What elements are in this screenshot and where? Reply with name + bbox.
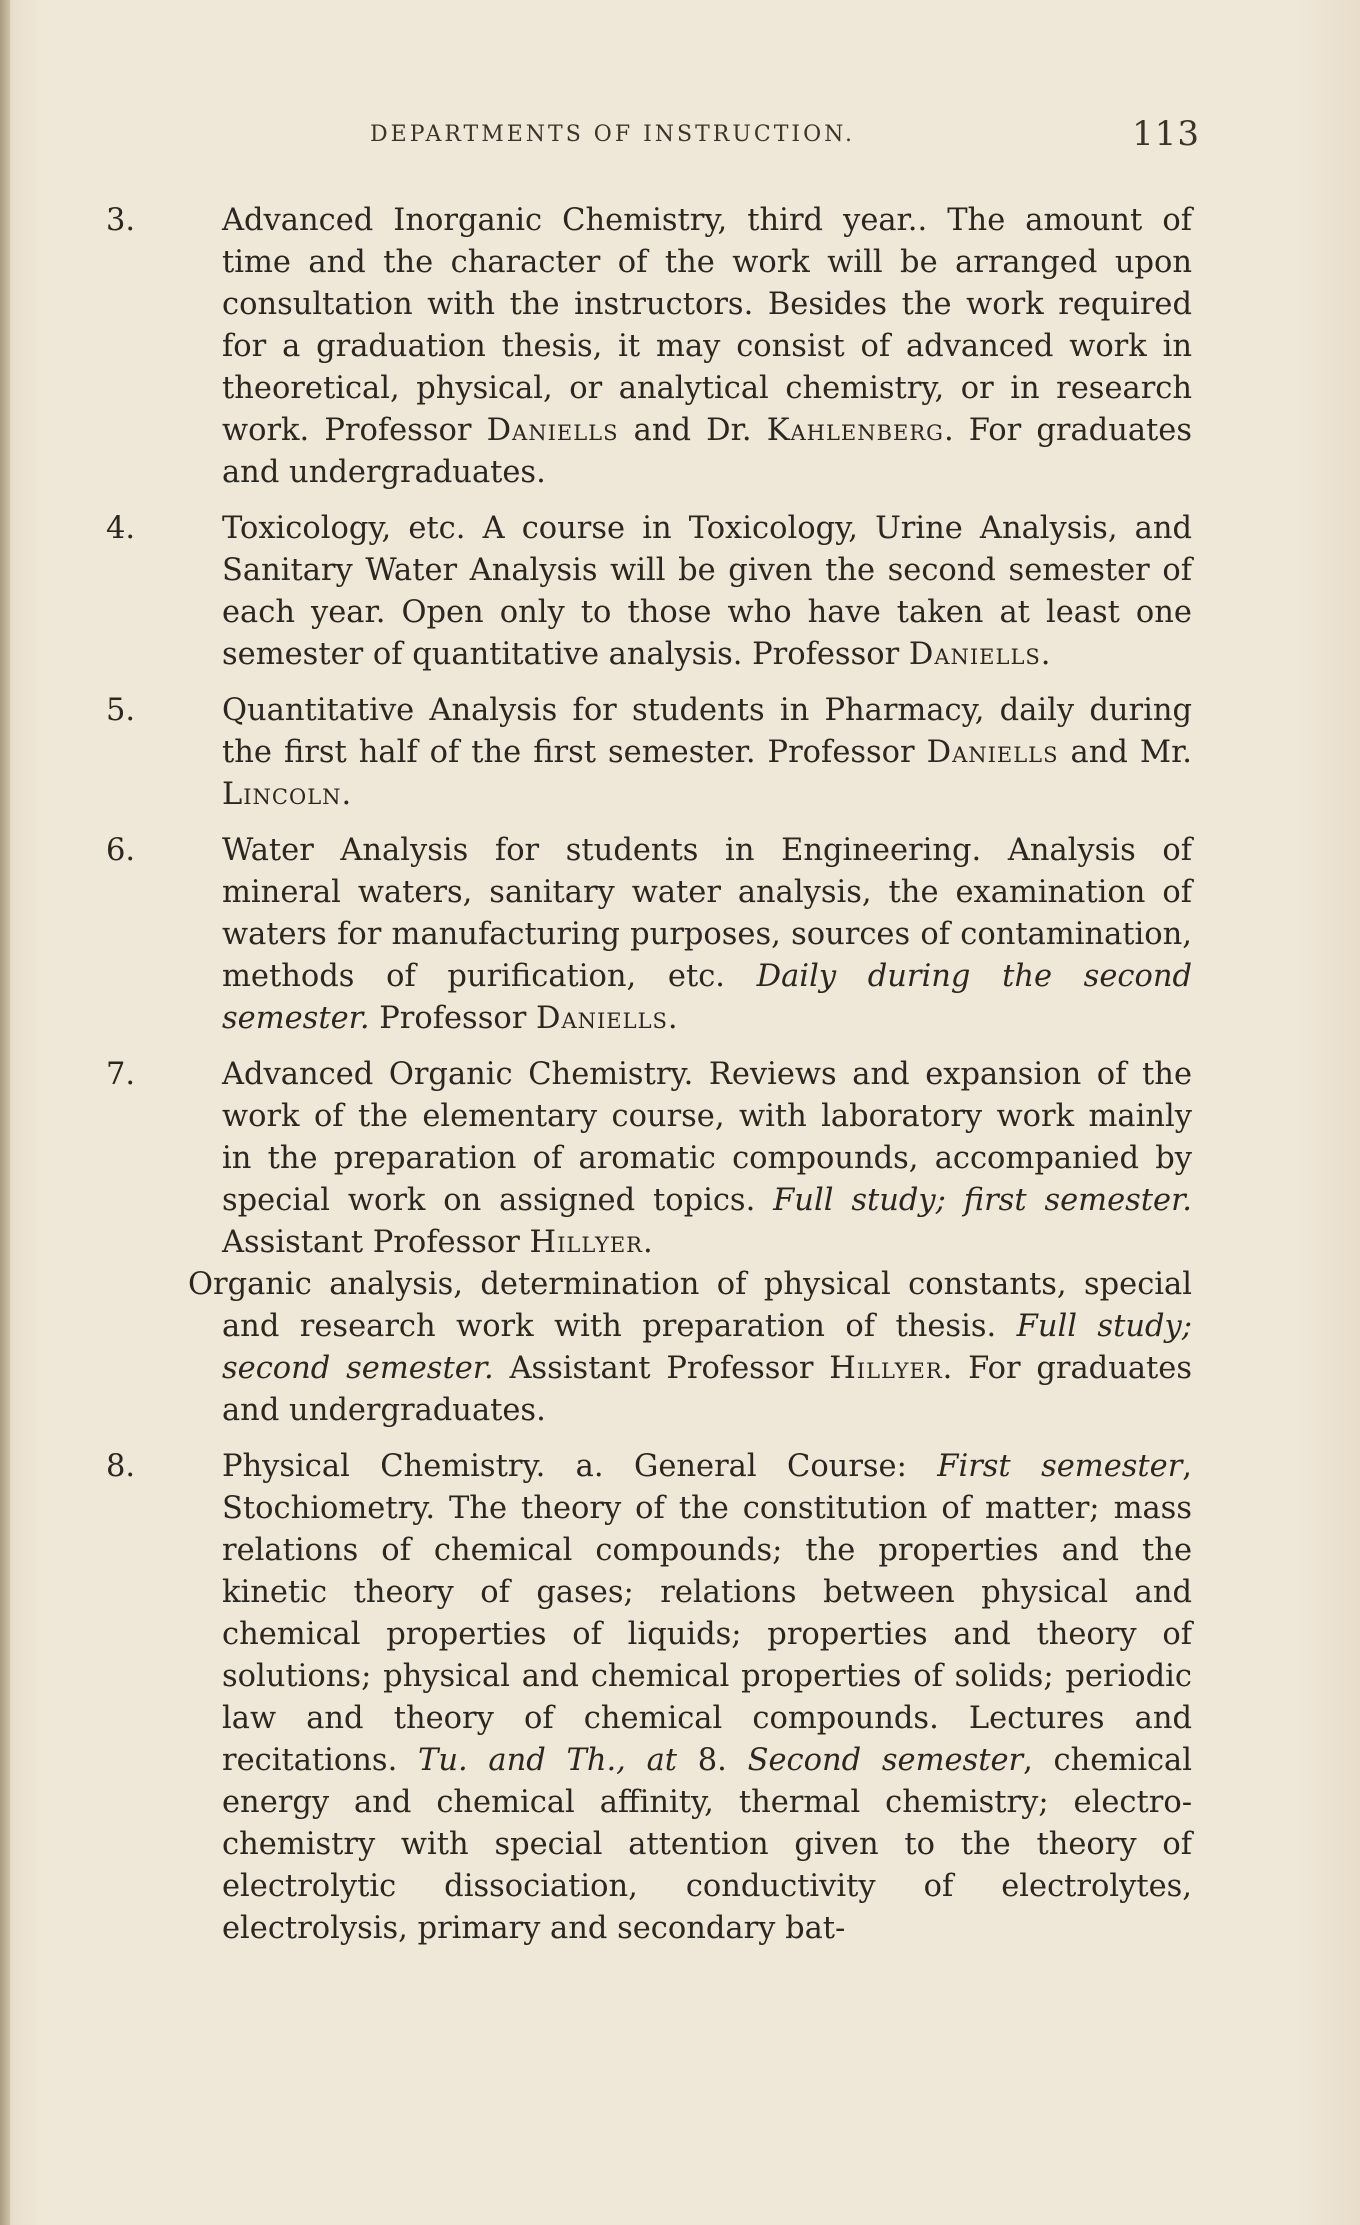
instructor-name: Daniells: [536, 1001, 668, 1036]
course-entry: [100, 200, 1192, 494]
running-title: DEPARTMENTS OF INSTRUCTION.: [370, 122, 855, 147]
text-run: Advanced Organic Chemistry. Reviews and expansion of the work of the elementary course, with laboratory work mainly in the preparation of aromatic compounds, accompanied by special work on assigned topics.: [222, 1057, 1192, 1218]
text-run: Physical Chemistry. a. General Course:: [222, 1449, 938, 1484]
instructor-name: Lincoln: [222, 777, 342, 812]
course-number: 8.: [106, 1449, 136, 1484]
text-run: and Dr.: [618, 413, 767, 448]
course-entry: [100, 508, 1192, 676]
instructor-name: Daniells: [908, 637, 1041, 672]
schedule-note: First semester: [937, 1449, 1183, 1484]
text-run: Assistant Professor: [493, 1351, 830, 1386]
course-description: [222, 1446, 1192, 1950]
course-description: [222, 508, 1192, 676]
instructor-name: Daniells: [486, 413, 619, 448]
text-run: , chemical energy and chemical affinity, thermal chemistry; electro-chemistry with special attention given to the theory of electrolytic dissociation, conductivity of electrolytes, electrolysis, primary and secondary bat-: [222, 1743, 1192, 1946]
course-description: [188, 1264, 1193, 1432]
course-number: 7.: [106, 1057, 136, 1092]
text-run: .: [341, 777, 352, 812]
instructor-name: Daniells: [926, 735, 1059, 770]
course-description: [222, 200, 1192, 494]
text-run: 8.: [677, 1743, 748, 1778]
page-number: 113: [1132, 114, 1200, 154]
instructor-name: Kahlenberg: [766, 413, 944, 448]
course-entry: [100, 690, 1192, 816]
schedule-note: Full study; first semester.: [773, 1183, 1192, 1218]
instructor-name: Hillyer: [829, 1351, 943, 1386]
schedule-note: Full study; second semester.: [222, 1309, 1193, 1386]
course-description: [222, 830, 1192, 1040]
schedule-note: Second semester: [747, 1743, 1024, 1778]
text-run: .: [1040, 637, 1051, 672]
course-number: 5.: [106, 693, 136, 728]
text-run: Assistant Professor: [222, 1225, 530, 1260]
text-run: , Stochiometry. The theory of the constitution of matter; mass relations of chemical compounds; the properties and the kinetic theory of gases; relations between physical and chemical properties of liquids; properties and theory of solutions; physical and chemical properties of solids; periodic law and theory of chemical compounds. Lectures and recitations.: [222, 1449, 1192, 1778]
text-run: Advanced Inorganic Chemistry, third year.. The amount of time and the character of the work will be arranged upon consultation with the instructors. Besides the work required for a graduation thesis, it may consist of advanced work in theoretical, physical, or analytical chemistry, or in research work. Professor: [222, 203, 1192, 448]
text-run: Organic analysis, determination of physical constants, special and research work with preparation of thesis.: [188, 1267, 1192, 1344]
page-binding-edge: [0, 0, 10, 2225]
running-header: [370, 114, 1200, 154]
text-run: .: [642, 1225, 653, 1260]
text-run: Toxicology, etc. A course in Toxicology, Urine Analysis, and Sanitary Water Analysis will be given the second semester of each year. Open only to those who have taken at least one semester of quantitative analysis. Professor: [222, 511, 1192, 672]
text-run: .: [667, 1001, 678, 1036]
text-run: Water Analysis for students in Engineering. Analysis of mineral waters, sanitary water analysis, the examination of waters for manufacturing purposes, sources of contamination, methods of purification, etc.: [222, 833, 1192, 994]
course-number: 3.: [106, 203, 136, 238]
text-run: . For graduates and undergraduates.: [222, 413, 1192, 490]
course-entry: [100, 1054, 1192, 1432]
schedule-note: Daily during the second semester.: [222, 959, 1193, 1036]
course-number: 6.: [106, 833, 136, 868]
text-run: Quantitative Analysis for students in Pharmacy, daily during the first half of the first semester. Professor: [222, 693, 1192, 770]
course-list: [100, 200, 1192, 1964]
text-run: Professor: [369, 1001, 537, 1036]
course-entry: [100, 830, 1192, 1040]
text-run: and Mr.: [1058, 735, 1192, 770]
schedule-note: Tu. and Th., at: [418, 1743, 678, 1778]
course-entry: [100, 1446, 1192, 1950]
course-number: 4.: [106, 511, 136, 546]
course-description: [222, 1054, 1192, 1264]
text-run: . For graduates and undergraduates.: [222, 1351, 1192, 1428]
course-description: [222, 690, 1192, 816]
instructor-name: Hillyer: [529, 1225, 643, 1260]
